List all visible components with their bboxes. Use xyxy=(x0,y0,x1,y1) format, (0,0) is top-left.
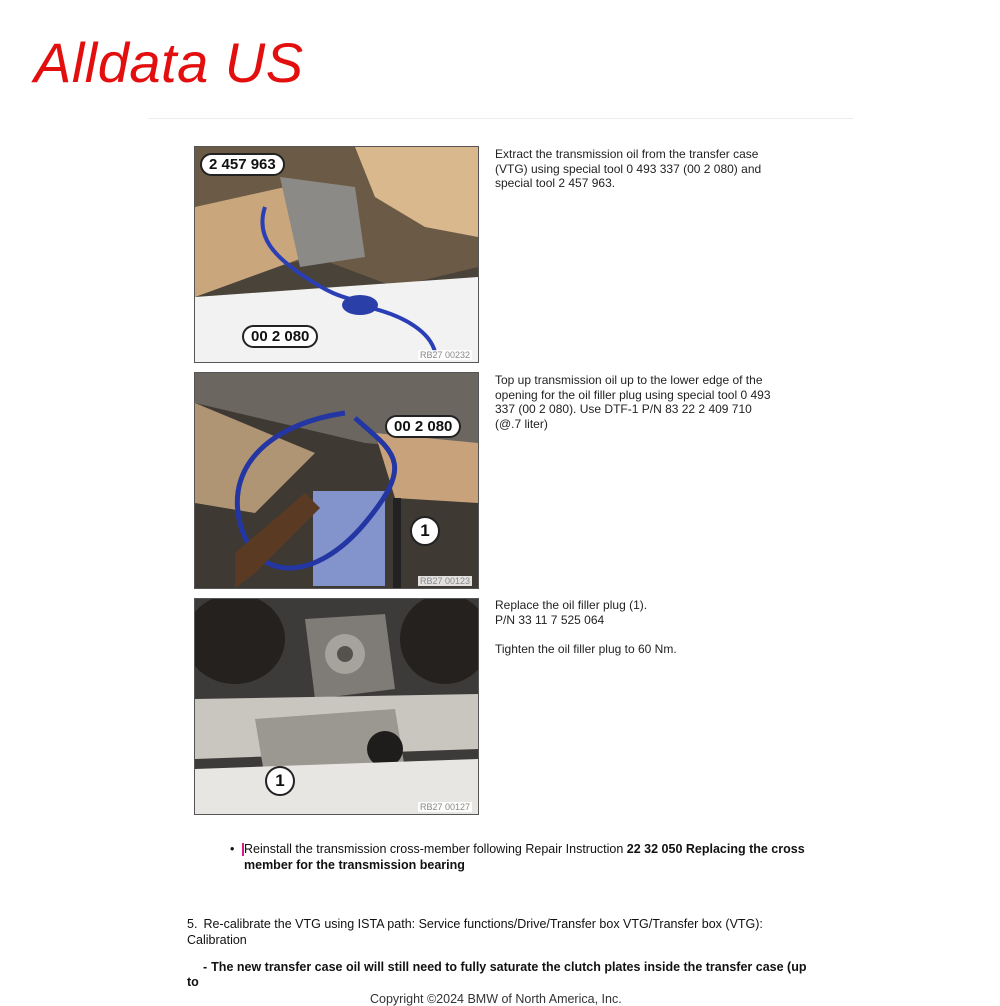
tool-callout: 2 457 963 xyxy=(200,153,285,176)
transfer-case-illustration xyxy=(195,147,478,362)
step-index: 5. xyxy=(187,917,198,931)
divider xyxy=(148,118,853,119)
bullet-item xyxy=(230,841,810,873)
bullet-text: Reinstall the transmission cross-member following Repair Instruction xyxy=(244,842,627,856)
oil-plug-illustration xyxy=(195,599,478,814)
numbered-step xyxy=(187,916,807,948)
step-instruction: Replace the oil filler plug (1). xyxy=(495,598,648,612)
figure-top-up-oil xyxy=(194,372,479,589)
step-text xyxy=(495,373,775,431)
oil-fill-illustration xyxy=(195,373,478,588)
figure-replace-plug xyxy=(194,598,479,815)
step-text xyxy=(495,147,770,191)
note-dash: - xyxy=(203,960,208,974)
note-text: The new transfer case oil will still need to fully saturate the clutch plates inside the transfer case (up to xyxy=(187,960,807,989)
image-reference: RB27 00127 xyxy=(419,802,470,812)
image-reference: RB27 00123 xyxy=(419,576,470,586)
part-number: P/N 33 11 7 525 064 xyxy=(495,612,605,627)
text-cursor xyxy=(242,843,244,856)
copyright: Copyright ©2024 BMW of North America, Inc. xyxy=(370,992,622,1006)
bullet-marker: • xyxy=(230,842,235,856)
tool-callout: 00 2 080 xyxy=(242,325,318,348)
step-instruction: Top up transmission oil up to the lower edge of the opening for the oil filler plug using special tool 0 493 337 (00 2 080). Use DTF-1 P/N 83 22 2 409 710 (@.7 liter) xyxy=(495,373,771,431)
callout-number: 1 xyxy=(265,766,295,796)
step-instruction: Extract the transmission oil from the transfer case (VTG) using special tool 0 493 337 (00 2 080) and special tool 2 457 963. xyxy=(495,147,762,190)
torque-instruction: Tighten the oil filler plug to 60 Nm. xyxy=(495,642,677,656)
note xyxy=(187,960,807,990)
tool-callout: 00 2 080 xyxy=(385,415,461,438)
brand-title: Alldata US xyxy=(34,31,304,94)
step-text xyxy=(495,598,775,657)
image-reference: RB27 00232 xyxy=(419,350,470,360)
figure-extract-oil xyxy=(194,146,479,363)
step-text: Re-calibrate the VTG using ISTA path: Service functions/Drive/Transfer box VTG/Transfer box (VTG): Calibration xyxy=(187,917,763,947)
callout-number: 1 xyxy=(410,516,440,546)
repair-instruction-ref: 22 32 050 Replacing the cross member for the transmission bearing xyxy=(244,842,805,872)
